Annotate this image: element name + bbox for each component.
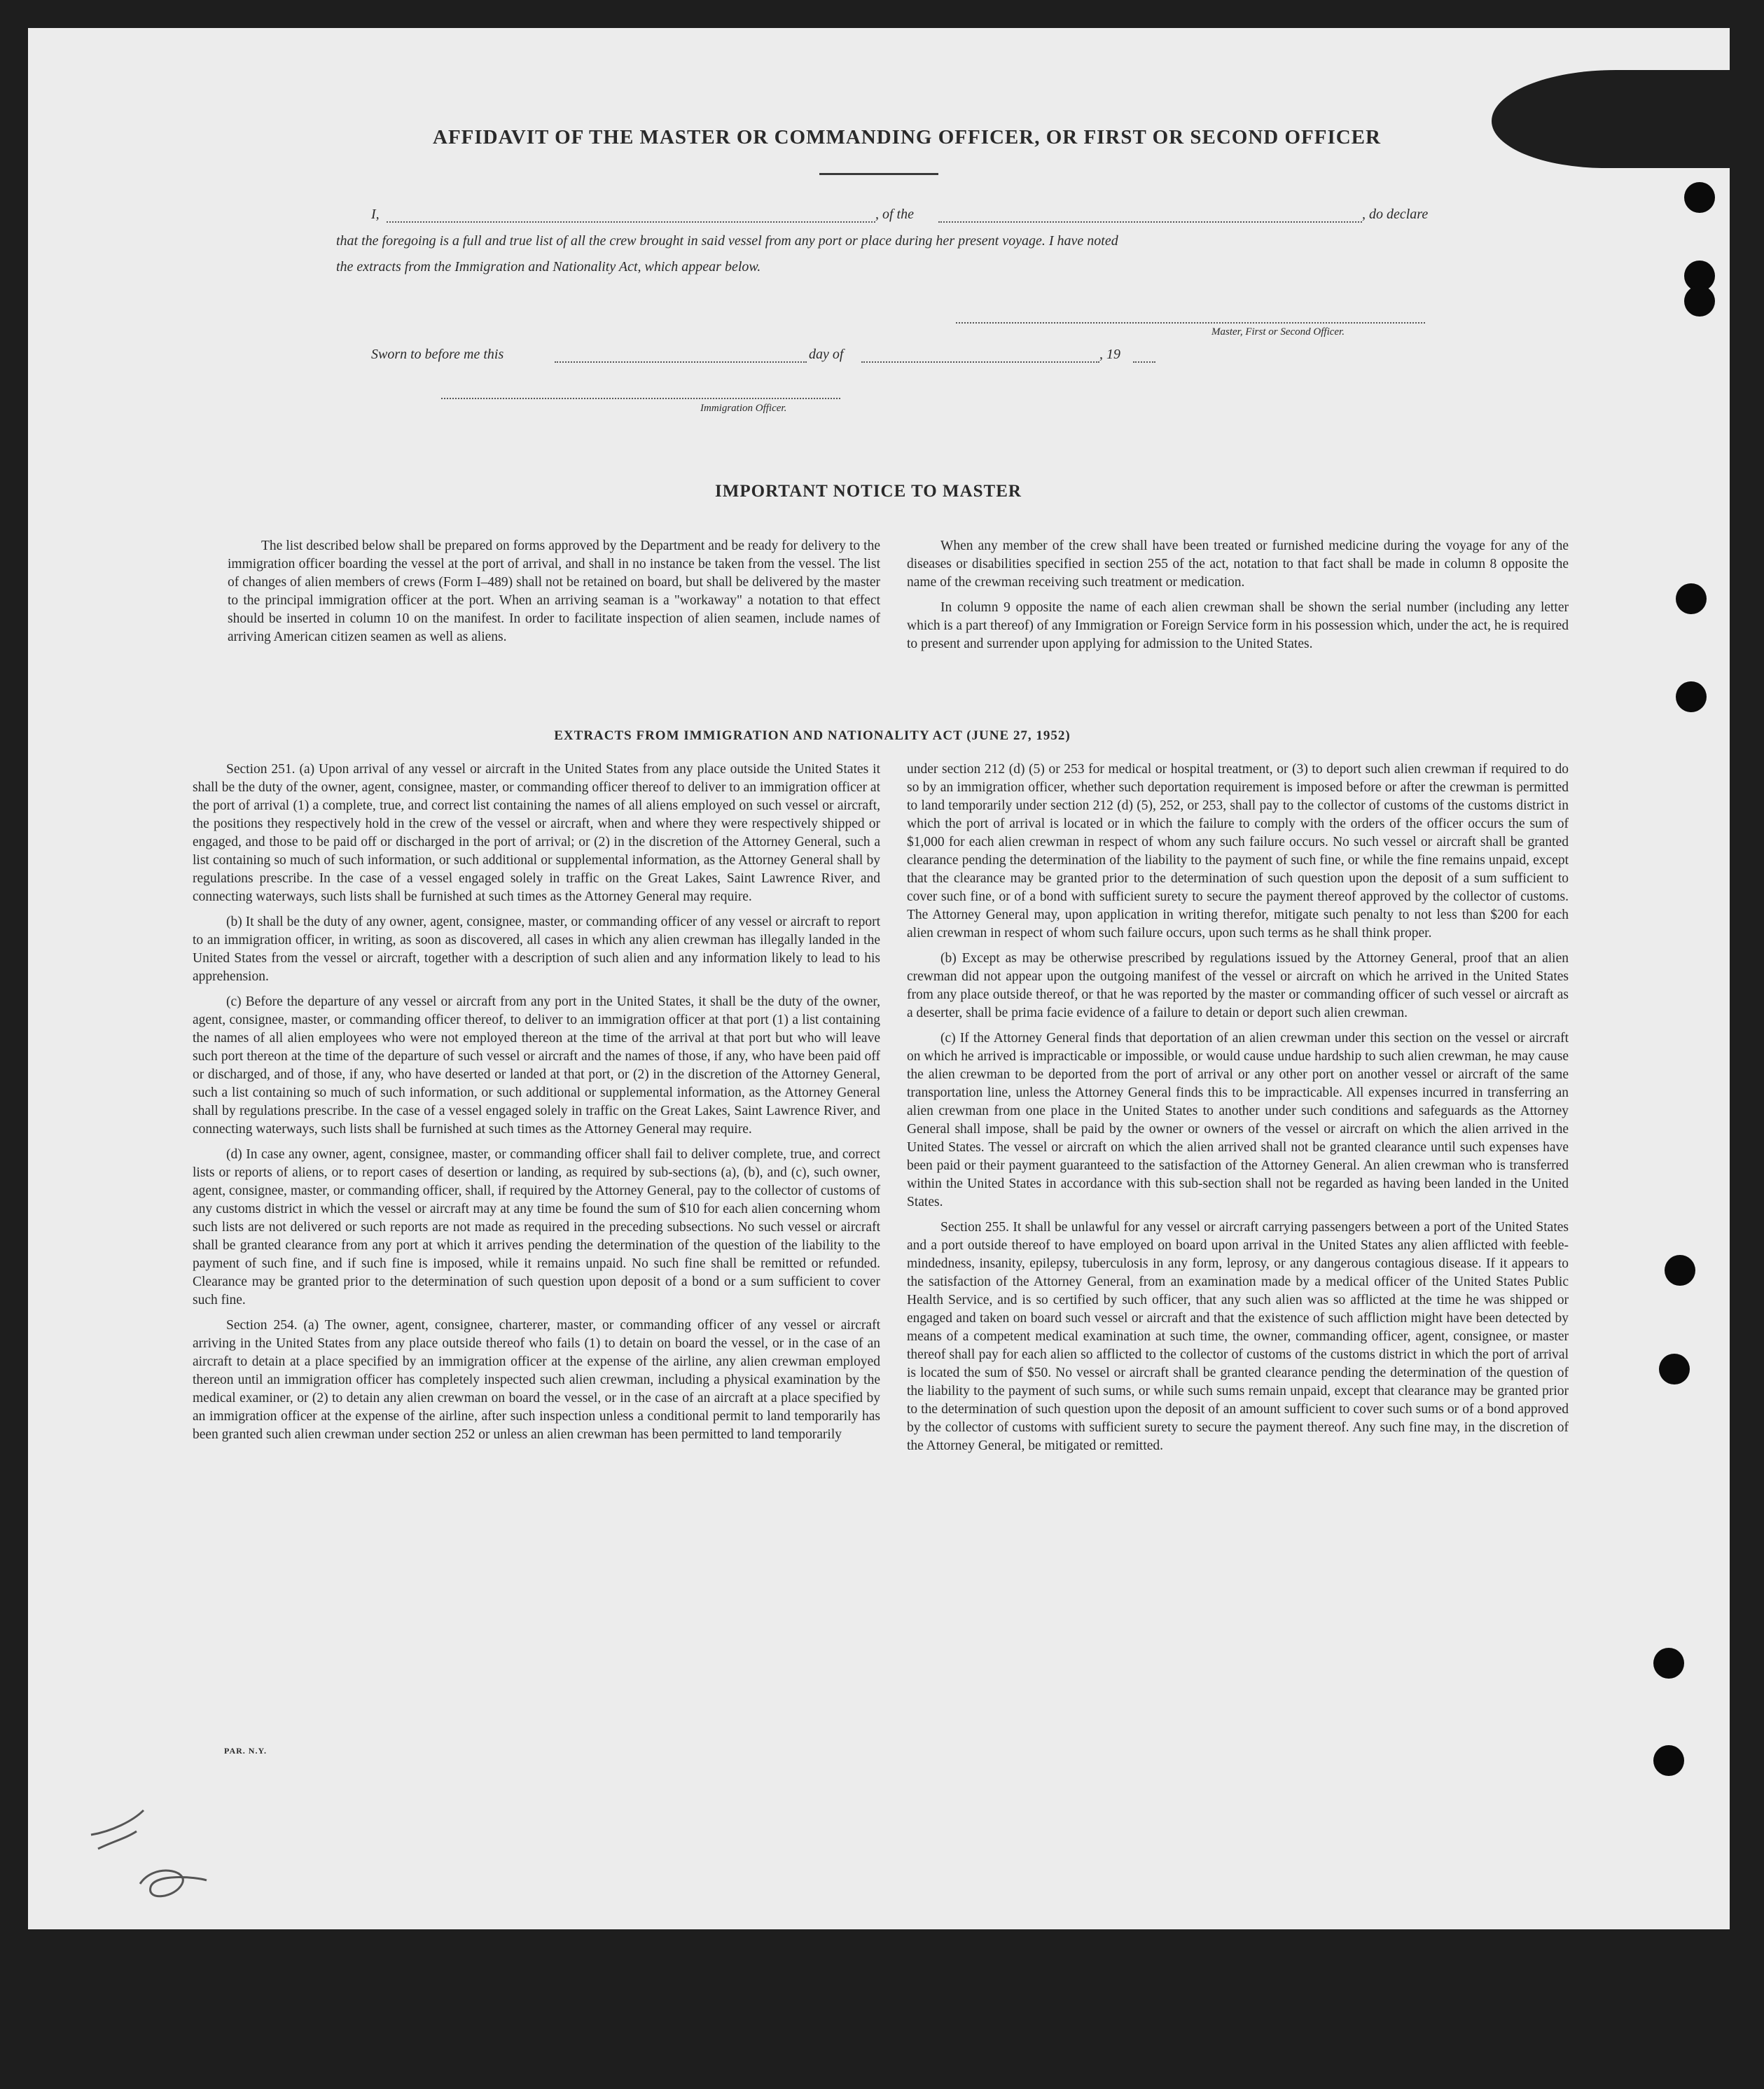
affidavit-statement: that the foregoing is a full and true list of all the crew brought in said vessel from any port or place during her present voyage. I have noted xyxy=(336,233,1118,249)
year-label: , 19 xyxy=(1099,347,1120,362)
notice-paragraph: The list described below shall be prepared on forms approved by the Department and be ready for delivery to the immigration officer boarding the vessel at the port of arrival, and shall in no instance be taken from the vessel. The list of changes of alien members of crews (Form I–489) shall not be retained on board, but shall be delivered by the master to the principal immigration officer at the port. When an arriving seaman is a "workaway" a notation to that effect should be inserted in column 10 on the manifest. In order to facilitate inspection of alien seamen, include names of arriving American citizen seamen as well as aliens. xyxy=(228,539,880,644)
notice-right-column xyxy=(907,537,1569,660)
sworn-label: Sworn to before me this xyxy=(371,347,504,362)
vessel-name-field[interactable] xyxy=(938,221,1362,223)
extract-paragraph: under section 212 (d) (5) or 253 for medical or hospital treatment, or (3) to deport such alien crewman if required to do so by an immigration officer, whether such deportation requirement is imposed before or after the crewman is permitted to land temporarily under section 212 (d) (5), 252, or 253, shall pay to the collector of customs of the customs district in which the port of arrival is located or in which the failure to comply with the orders of the officer occurs the sum of $1,000 for each alien crewman in respect of whom any such failure occurs. No such vessel or aircraft shall be granted clearance pending the determination of the liability to the payment of such fine, or while the fine remains unpaid, except that the clearance may be granted prior to the determination of such question upon the deposit of a sum sufficient to cover such fine, or of a bond with sufficient surety to secure the payment thereof approved by the collector of customs. The Attorney General may, upon application in writing therefor, mitigate such penalty to not less than $200 for each alien crewman in respect of whom such failure occurs, upon such terms as he shall think proper. xyxy=(907,762,1569,941)
handwritten-mark xyxy=(84,1807,224,1912)
punch-hole xyxy=(1665,1255,1695,1286)
extract-paragraph: (c) If the Attorney General finds that deportation of an alien crewman under this section on the vessel or aircraft on which he arrived is impracticable or impossible, or would cause undue hardship to such alien crewman, he may cause the alien crewman to be deported from the port of arrival or any other port on another vessel or aircraft of the same transportation line, unless the Attorney General finds this to be impracticable. All expenses incurred in transferring an alien crewman from one place in the United States to another under such conditions and safeguards as the Attorney General shall impose, shall be paid by the owner or owners of the vessel or aircraft on which the alien arrived in the United States. The vessel or aircraft on which the alien arrived shall not be granted clearance until such expenses have been paid or their payment guaranteed to the satisfaction of the Attorney General. An alien crewman who is transferred within the United States in accordance with this sub-section shall not be regarded as having been landed in the United States. xyxy=(907,1031,1569,1209)
punch-hole xyxy=(1684,182,1715,213)
extract-paragraph: Section 251. (a) Upon arrival of any vessel or aircraft in the United States from any place outside the United States it shall be the duty of the owner, agent, consignee, master, or commanding officer thereof to deliver to an immigration officer at the port of arrival (1) a complete, true, and correct list containing the names of all aliens employed on such vessel or aircraft, the positions they respectively hold in the crew of the vessel or aircraft, when and where they were respectively shipped or engaged, and those to be paid off or discharged in the port of arrival; or (2) in the discretion of the Attorney General, such a list containing so much of such information, or such additional or supplemental information, as the Attorney General shall by regulations prescribe. In the case of a vessel engaged solely in traffic on the Great Lakes, Saint Lawrence River, and connecting waterways, such lists shall be furnished at such times as the Attorney General may require. xyxy=(193,762,880,904)
of-the-label: , of the xyxy=(875,207,914,222)
sworn-month-field[interactable] xyxy=(861,361,1099,363)
extract-paragraph: (c) Before the departure of any vessel or aircraft from any port in the United States, it shall be the duty of the owner, agent, consignee, master, or commanding officer thereof, to deliver to an immigration officer at that port (1) a list containing the names of all alien employees who were not employed thereon at the time of the arrival at that port but who will leave such port thereon at the time of the departure of such vessel or aircraft and the names of those, if any, who have been paid off or discharged, and of those, if any, who have deserted or landed at that port, or (2) in the discretion of the Attorney General, such a list containing so much of such information, or such additional or supplemental information, as the Attorney General shall by regulations prescribe. In the case of a vessel engaged solely in traffic on the Great Lakes, Saint Lawrence River, and connecting waterways, such lists shall be furnished at such times as the Attorney General may require. xyxy=(193,994,880,1137)
punch-hole xyxy=(1653,1648,1684,1679)
notice-paragraph: In column 9 opposite the name of each alien crewman shall be shown the serial number (including any letter which is a part thereof) of any Immigration or Foreign Service form in his possession which, under the act, he is required to present and surrender upon applying for admission to the United States. xyxy=(907,600,1569,651)
day-of-label: day of xyxy=(809,347,844,362)
extract-paragraph: (b) It shall be the duty of any owner, agent, consignee, master, or commanding officer of any vessel or aircraft to report to an immigration officer, in writing, as soon as discovered, all cases in which any alien crewman has illegally landed in the United States from the vessel or aircraft, together with a description of such alien and any information likely to lead to his apprehension. xyxy=(193,915,880,984)
immigration-officer-caption: Immigration Officer. xyxy=(700,403,787,414)
master-signature-field[interactable] xyxy=(956,322,1425,324)
punch-hole xyxy=(1684,286,1715,317)
master-signature-caption: Master, First or Second Officer. xyxy=(1211,326,1345,338)
extracts-left-column xyxy=(193,761,880,1451)
affidavit-statement: the extracts from the Immigration and Nationality Act, which appear below. xyxy=(336,259,761,275)
extract-paragraph: Section 254. (a) The owner, agent, consignee, charterer, master, or commanding officer of any vessel or aircraft arriving in the United States from any place outside thereof who fails (1) to detain on board the vessel, or in the case of an aircraft to detain at a place specified by an immigration officer at the expense of the airline, any alien crewman employed thereon until an immigration officer has completely inspected such alien crewman, including a physical examination by the medical examiner, or (2) to detain any alien crewman on board the vessel, or in the case of an aircraft at a place specified by an immigration officer at the expense of the airline, after such inspection unless a conditional permit to land temporarily has been granted such alien crewman under section 252 or unless an alien crewman has been permitted to land temporarily xyxy=(193,1318,880,1442)
extracts-right-column xyxy=(907,761,1569,1462)
document-page xyxy=(28,28,1730,1929)
do-declare-label: , do declare xyxy=(1362,207,1429,222)
immigration-officer-signature-field[interactable] xyxy=(441,398,840,399)
sworn-day-field[interactable] xyxy=(555,361,807,363)
affidavit-title: AFFIDAVIT OF THE MASTER OR COMMANDING OFFICER, OR FIRST OR SECOND OFFICER xyxy=(433,126,1381,148)
notice-paragraph: When any member of the crew shall have been treated or furnished medicine during the voyage for any of the diseases or disabilities specified in section 255 of the act, notation to that fact shall be made in column 8 opposite the name of the crewman receiving such treatment or medication. xyxy=(907,539,1569,590)
punch-hole xyxy=(1659,1354,1690,1384)
torn-corner xyxy=(1492,70,1730,168)
extracts-heading: EXTRACTS FROM IMMIGRATION AND NATIONALITY ACT (JUNE 27, 1952) xyxy=(554,728,1071,743)
affiant-label: I, xyxy=(371,207,380,222)
printer-mark: PAR. N.Y. xyxy=(224,1746,268,1756)
extract-paragraph: (b) Except as may be otherwise prescribed by regulations issued by the Attorney General, proof that an alien crewman did not appear upon the outgoing manifest of the vessel or aircraft on which he arrived in the United States from any place outside thereof, or that he was reported by the master or commanding officer of such vessel or aircraft as a deserter, shall be prima facie evidence of a failure to detain or deport such alien crewman. xyxy=(907,951,1569,1020)
notice-heading: IMPORTANT NOTICE TO MASTER xyxy=(715,482,1022,501)
title-rule xyxy=(819,173,938,175)
punch-hole xyxy=(1676,681,1707,712)
punch-hole xyxy=(1653,1745,1684,1776)
notice-left-column xyxy=(228,537,880,653)
extract-paragraph: (d) In case any owner, agent, consignee, master, or commanding officer shall fail to deliver complete, true, and correct lists or reports of aliens, or to report cases of desertion or landing, as required by sub-sections (a), (b), and (c), such owner, agent, consignee, master, or commanding officer, shall, if required by the Attorney General, pay to the collector of customs of any customs district in which the vessel or aircraft may at any time be found the sum of $10 for each alien concerning whom such lists are not delivered or such reports are not made as required in the preceding subsections. No such vessel or aircraft shall be granted clearance from any port at which it arrives pending the determination of the question of the liability to the payment of such fine, and if such fine is imposed, while it remains unpaid. No such fine shall be remitted or refunded. Clearance may be granted prior to the determination of such question upon deposit of a bond or a sum sufficient to cover such fine. xyxy=(193,1147,880,1307)
sworn-year-field[interactable] xyxy=(1133,361,1155,363)
punch-hole xyxy=(1676,583,1707,614)
affiant-name-field[interactable] xyxy=(387,221,875,223)
extract-paragraph: Section 255. It shall be unlawful for any vessel or aircraft carrying passengers between a port of the United States and a port outside thereof to have employed on board upon arrival in the United States any alien afflicted with feeble-mindedness, insanity, epilepsy, tuberculosis in any form, leprosy, or any dangerous contagious disease. If it appears to the satisfaction of the Attorney General, from an examination made by a medical officer of the United States Public Health Service, and is so certified by such officer, that any such alien was so afflicted at the time he was shipped or engaged and taken on board such vessel or aircraft and that the existence of such affliction might have been detected by means of a competent medical examination at such time, the owner, commanding officer, agent, consignee, or master thereof shall pay for each alien so afflicted to the collector of customs of the customs district in which the port of arrival is located the sum of $50. No vessel or aircraft shall be granted clearance pending the determination of the question of the liability to the payment of such sums, or while such sums remain unpaid, except that clearance may be granted prior to the determination of such question upon the deposit of an amount sufficient to cover such sums or of a bond approved by the collector of customs with sufficient surety to secure the payment thereof. Any such fine may, in the discretion of the Attorney General, be mitigated or remitted. xyxy=(907,1220,1569,1453)
